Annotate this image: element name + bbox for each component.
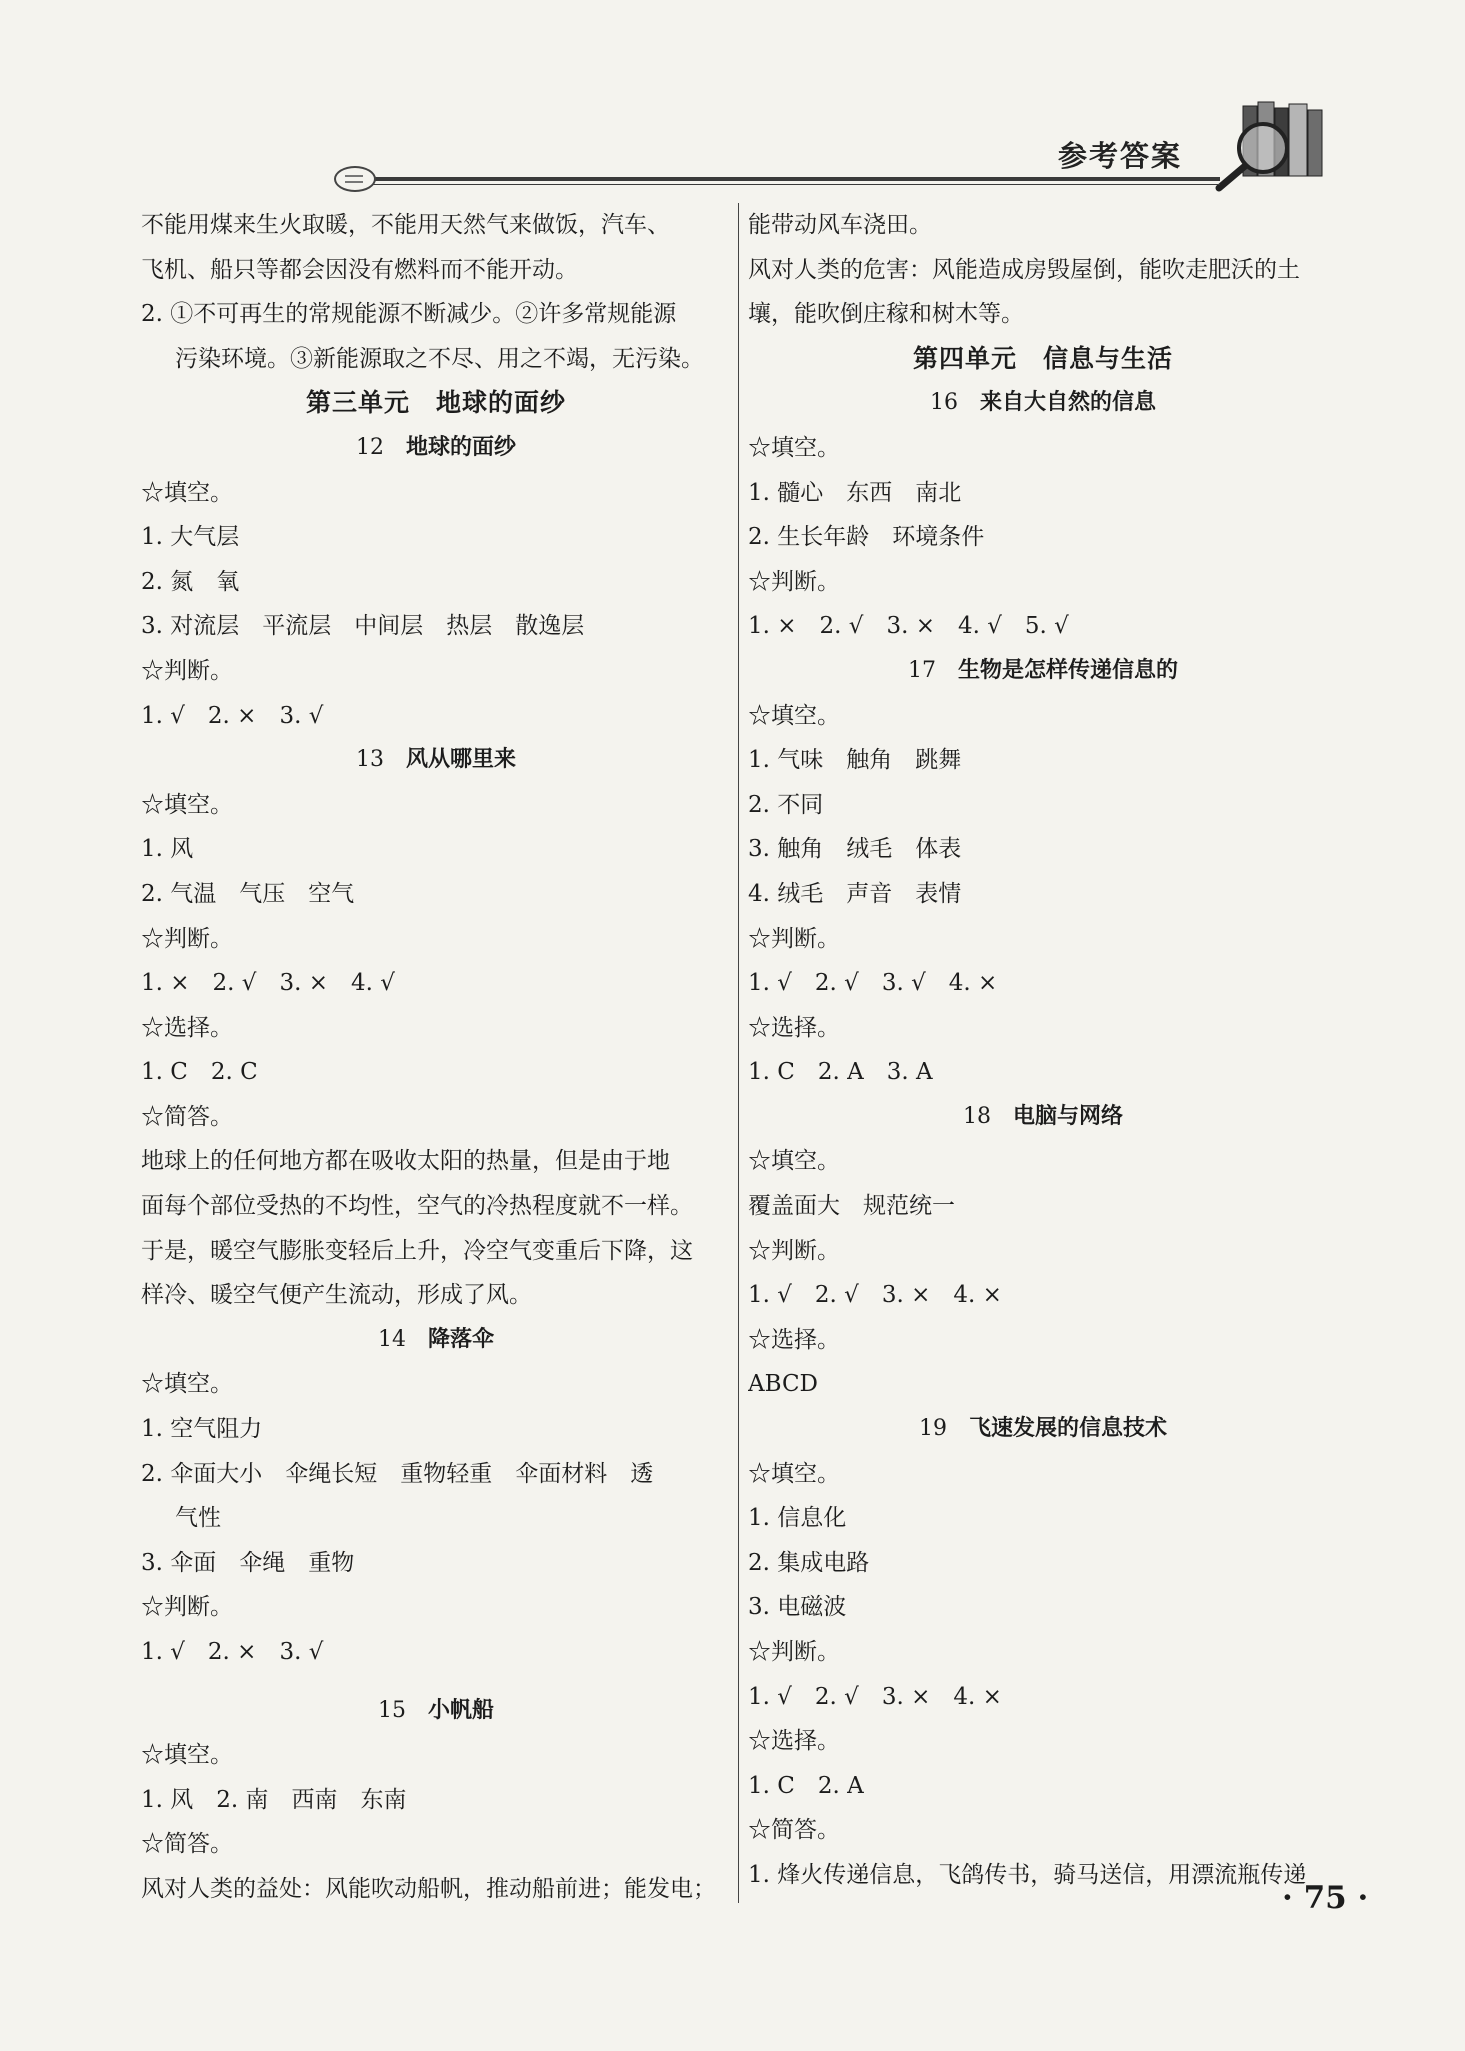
answer-line: 1. 空气阻力	[141, 1416, 263, 1443]
lesson-title: 小帆船	[427, 1697, 494, 1723]
lesson-number: 13	[355, 747, 384, 773]
page-number: · 75 ·	[1282, 1880, 1369, 1916]
lesson-number: 14	[377, 1326, 406, 1352]
answer-line: 1. 大气层	[141, 524, 240, 551]
answer-line: ☆判断。	[141, 657, 233, 684]
answer-line: 3. 电磁波	[748, 1594, 847, 1621]
answer-line: 1. 风	[141, 836, 194, 863]
answer-line: ☆填空。	[141, 1371, 233, 1398]
answer-line: 2. 氮 氧	[141, 568, 240, 595]
answer-line: 1. 风 2. 南 西南 东南	[141, 1786, 407, 1813]
lesson-number: 16	[929, 390, 958, 416]
left-column	[141, 203, 731, 1912]
answer-line: ☆填空。	[748, 434, 840, 461]
answer-line: ☆填空。	[141, 1742, 233, 1769]
answer-line: ☆填空。	[141, 791, 233, 818]
answer-line: 气性	[175, 1505, 221, 1532]
header-badge-icon	[334, 166, 376, 192]
lesson-title: 生物是怎样传递信息的	[957, 657, 1178, 683]
answer-line: ☆填空。	[748, 1148, 840, 1175]
answer-line: 3. 伞面 伞绳 重物	[141, 1549, 355, 1576]
answer-line: 1. √ 2. √ 3. √ 4. ×	[748, 970, 998, 997]
answer-line: ☆简答。	[748, 1817, 840, 1844]
lesson-heading	[748, 649, 1338, 694]
answer-line: ☆判断。	[748, 568, 840, 595]
lesson-heading	[748, 1095, 1338, 1140]
lesson-title: 电脑与网络	[1012, 1103, 1123, 1129]
page-header-title: 参考答案	[1058, 139, 1183, 173]
lesson-number: 15	[377, 1697, 406, 1723]
answer-line: 2. ①不可再生的常规能源不断减少。②许多常规能源	[141, 301, 677, 328]
answer-line: ABCD	[748, 1371, 818, 1398]
lesson-heading	[748, 381, 1338, 426]
answer-line: ☆选择。	[748, 1728, 840, 1755]
lesson-title: 地球的面纱	[405, 434, 516, 460]
answer-line: 1. 气味 触角 跳舞	[748, 747, 962, 774]
answer-line: ☆选择。	[748, 1014, 840, 1041]
answer-line: 壤，能吹倒庄稼和树木等。	[748, 301, 1024, 328]
answer-line: ☆选择。	[141, 1014, 233, 1041]
answer-line: ☆简答。	[141, 1103, 233, 1130]
answer-line: 1. √ 2. √ 3. × 4. ×	[748, 1282, 1002, 1309]
answer-line: 4. 绒毛 声音 表情	[748, 880, 962, 907]
answer-line: 1. C 2. A	[748, 1772, 864, 1799]
answer-line: 面每个部位受热的不均性，空气的冷热程度就不一样。	[141, 1193, 693, 1220]
answer-line: ☆选择。	[748, 1326, 840, 1353]
answer-line: 2. 集成电路	[748, 1549, 870, 1576]
answer-line: 地球上的任何地方都在吸收太阳的热量，但是由于地	[141, 1148, 670, 1175]
lesson-title: 飞速发展的信息技术	[968, 1416, 1167, 1442]
lesson-title: 降落伞	[427, 1326, 494, 1352]
answer-line: 1. 烽火传递信息，飞鸽传书，骑马送信，用漂流瓶传递	[748, 1861, 1307, 1888]
lesson-number: 17	[907, 657, 936, 683]
answer-line: 1. √ 2. × 3. √	[141, 1639, 324, 1665]
answer-line: 3. 触角 绒毛 体表	[748, 836, 962, 863]
lesson-heading	[141, 1318, 731, 1363]
lesson-heading	[141, 738, 731, 783]
answer-line: 1. × 2. √ 3. × 4. √	[141, 970, 395, 997]
answer-line: 1. 信息化	[748, 1505, 847, 1532]
answer-line: 污染环境。③新能源取之不尽、用之不竭，无污染。	[175, 345, 704, 372]
answer-line: 覆盖面大 规范统一	[748, 1193, 955, 1220]
column-divider	[738, 203, 739, 1903]
answer-line: 2. 不同	[748, 791, 824, 818]
answer-line: 1. √ 2. × 3. √	[141, 702, 324, 729]
answer-line: 1. C 2. A 3. A	[748, 1059, 933, 1086]
answer-line: ☆简答。	[141, 1831, 233, 1858]
lesson-number: 18	[962, 1103, 991, 1129]
spacer	[141, 1675, 731, 1689]
lesson-number: 19	[918, 1416, 947, 1442]
answer-line: 样冷、暖空气便产生流动，形成了风。	[141, 1282, 532, 1309]
answer-line: 1. × 2. √ 3. × 4. √ 5. √	[748, 613, 1069, 640]
answer-line: ☆判断。	[748, 925, 840, 952]
unit-heading: 第四单元 信息与生活	[912, 343, 1173, 373]
answer-line: ☆判断。	[141, 925, 233, 952]
lesson-heading	[141, 426, 731, 471]
answer-line: 1. √ 2. √ 3. × 4. ×	[748, 1683, 1002, 1710]
lesson-title: 风从哪里来	[405, 747, 516, 773]
header-rule	[340, 177, 1220, 181]
answer-line: 2. 气温 气压 空气	[141, 880, 355, 907]
lesson-heading	[141, 1689, 731, 1734]
answer-line: ☆判断。	[748, 1237, 840, 1264]
answer-line: ☆填空。	[748, 1460, 840, 1487]
unit-heading: 第三单元 地球的面纱	[305, 388, 566, 418]
answer-line: 能带动风车浇田。	[748, 212, 932, 238]
answer-line: ☆判断。	[748, 1639, 840, 1665]
answer-line: 不能用煤来生火取暖，不能用天然气来做饭，汽车、	[141, 212, 670, 238]
answer-line: 飞机、船只等都会因没有燃料而不能开动。	[141, 256, 578, 283]
books-magnifier-icon	[1205, 96, 1330, 196]
answer-line: 3. 对流层 平流层 中间层 热层 散逸层	[141, 613, 585, 640]
answer-line: ☆填空。	[141, 479, 233, 506]
answer-line: 于是，暖空气膨胀变轻后上升，冷空气变重后下降，这	[141, 1237, 693, 1264]
answer-line: 1. 髓心 东西 南北	[748, 479, 962, 506]
lesson-title: 来自大自然的信息	[979, 390, 1156, 416]
answer-line: 1. C 2. C	[141, 1059, 258, 1086]
lesson-heading	[748, 1407, 1338, 1452]
answer-line: 2. 伞面大小 伞绳长短 重物轻重 伞面材料 透	[141, 1460, 654, 1487]
header-rule-thin	[340, 184, 1220, 185]
lesson-number: 12	[355, 434, 384, 460]
answer-line: ☆填空。	[748, 702, 840, 729]
answer-line: 风对人类的益处：风能吹动船帆，推动船前进；能发电；	[141, 1875, 716, 1902]
answer-line: 2. 生长年龄 环境条件	[748, 524, 985, 551]
right-column	[748, 203, 1338, 1898]
answer-line: ☆判断。	[141, 1594, 233, 1621]
answer-line: 风对人类的危害：风能造成房毁屋倒，能吹走肥沃的土	[748, 256, 1300, 283]
